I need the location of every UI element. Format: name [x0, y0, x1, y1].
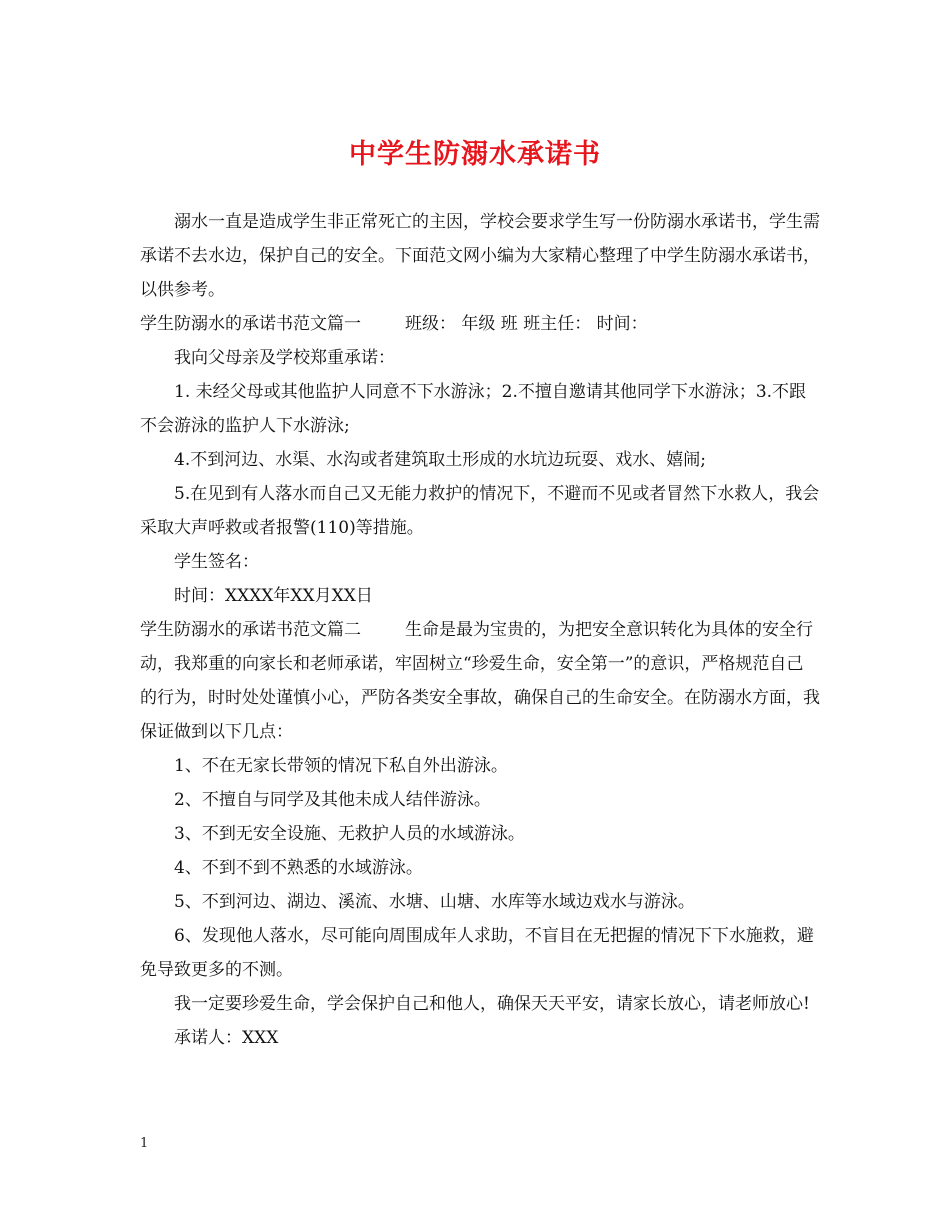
pledger-line: 承诺人：XXX [174, 1028, 279, 1048]
rule-2: 2、不擅自与同学及其他未成人结伴游泳。 [174, 790, 491, 810]
date-line: 时间：XXXX年XX月XX日 [174, 586, 373, 606]
sample1-heading: 学生防溺水的承诺书范文篇一 [140, 314, 361, 334]
rule-6: 6、发现他人落水，尽可能向周围成年人求助，不盲目在无把握的情况下下水施救，避免导致更多的不测。 [140, 926, 814, 980]
page-number: 1 [140, 1136, 149, 1151]
pledge-item-4: 4.不到河边、水渠、水沟或者建筑取土形成的水坑边玩耍、戏水、嬉闹; [174, 450, 706, 470]
document-body [140, 205, 820, 1055]
sample2-intro: 生命是最为宝贵的，为把安全意识转化为具体的安全行动，我郑重的向家长和老师承诺，牢固树立“珍爱生命，安全第一”的意识，严格规范自己的行为，时时处处谨慎小心，严防各类安全事故，确保自己的生命安全。在防溺水方面，我保证做到以下几点： [140, 620, 820, 742]
closing-paragraph: 我一定要珍爱生命，学会保护自己和他人，确保天天平安，请家长放心，请老师放心! [174, 994, 810, 1014]
pledge-item-5: 5.在见到有人落水而自己又无能力救护的情况下，不避而不见或者冒然下水救人，我会采取大声呼救或者报警(110)等措施。 [140, 484, 820, 538]
pledge-item-1-2: 1. 未经父母或其他监护人同意不下水游泳；2.不擅自邀请其他同学下水游泳；3.不跟不会游泳的监护人下水游泳; [140, 382, 807, 436]
sample1-heading-line [140, 307, 820, 341]
rule-3: 3、不到无安全设施、无救护人员的水域游泳。 [174, 824, 525, 844]
sample1-fields: 班级： 年级 班 班主任： 时间： [405, 314, 648, 334]
document-title: 中学生防溺水承诺书 [349, 139, 601, 170]
signature-line: 学生签名： [174, 552, 259, 572]
sample2-paragraph [140, 613, 820, 749]
rule-5: 5、不到河边、湖边、溪流、水塘、山塘、水库等水域边戏水与游泳。 [174, 892, 695, 912]
rule-4: 4、不到不到不熟悉的水域游泳。 [174, 858, 423, 878]
rule-1: 1、不在无家长带领的情况下私自外出游泳。 [174, 756, 508, 776]
intro-paragraph: 溺水一直是造成学生非正常死亡的主因，学校会要求学生写一份防溺水承诺书，学生需承诺不去水边，保护自己的安全。下面范文网小编为大家精心整理了中学生防溺水承诺书，以供参考。 [140, 212, 820, 300]
sample1-pledge: 我向父母亲及学校郑重承诺： [174, 348, 395, 368]
sample2-heading: 学生防溺水的承诺书范文篇二 [140, 620, 361, 640]
